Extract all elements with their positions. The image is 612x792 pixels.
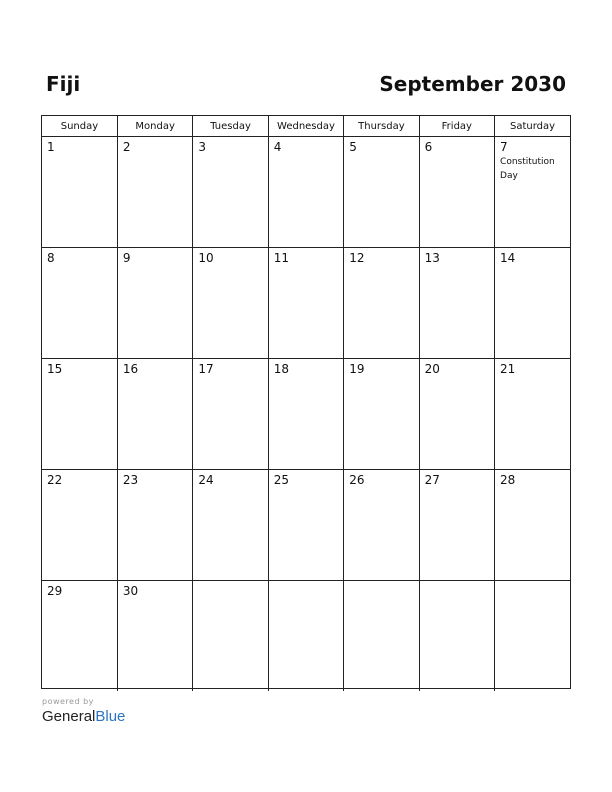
day-cell — [419, 248, 494, 359]
day-number: 18 — [273, 362, 290, 376]
country-title: Fiji — [46, 72, 81, 96]
day-cell — [495, 359, 570, 470]
day-cell — [495, 470, 570, 581]
logo-general-text: General — [42, 708, 96, 725]
day-number: 2 — [122, 140, 131, 154]
day-cell — [344, 359, 419, 470]
logo-blue-text: Blue — [95, 708, 126, 725]
day-cell — [268, 248, 343, 359]
holiday-label: Constitution Day — [500, 157, 555, 181]
day-cell — [268, 137, 343, 248]
day-number: 8 — [47, 251, 55, 265]
day-number: 16 — [122, 362, 139, 376]
day-cell — [117, 470, 192, 581]
weekday-header: Friday — [419, 116, 494, 137]
day-cell — [193, 137, 268, 248]
week-row — [42, 470, 570, 581]
day-cell — [42, 248, 117, 359]
day-number: 19 — [349, 362, 365, 376]
day-number: 21 — [500, 362, 516, 376]
week-row — [42, 581, 570, 692]
weekday-header: Tuesday — [193, 116, 268, 137]
day-number: 28 — [500, 473, 516, 487]
generalblue-logo[interactable] — [42, 708, 125, 725]
day-cell — [419, 470, 494, 581]
day-number: 11 — [273, 251, 290, 265]
day-number: 25 — [273, 473, 290, 487]
day-cell — [344, 581, 419, 692]
calendar-grid — [41, 115, 571, 689]
powered-by-text: powered by — [42, 697, 94, 706]
week-row — [42, 137, 570, 248]
month-year-title: September 2030 — [379, 72, 566, 96]
day-cell — [42, 581, 117, 692]
day-cell — [268, 359, 343, 470]
day-cell — [344, 248, 419, 359]
day-cell — [193, 470, 268, 581]
day-number: 23 — [122, 473, 139, 487]
day-cell — [268, 581, 343, 692]
day-number: 14 — [500, 251, 516, 265]
day-number: 1 — [47, 140, 55, 154]
day-cell — [419, 581, 494, 692]
day-cell — [117, 581, 192, 692]
day-number: 27 — [424, 473, 440, 487]
day-number: 17 — [198, 362, 214, 376]
day-number: 10 — [198, 251, 214, 265]
day-cell — [117, 248, 192, 359]
weekday-header-row — [42, 116, 570, 137]
day-number: 7 — [500, 140, 508, 154]
day-cell — [419, 359, 494, 470]
weekday-header: Sunday — [42, 116, 117, 137]
footer-branding — [42, 697, 125, 725]
weekday-header: Wednesday — [268, 116, 343, 137]
day-number: 13 — [424, 251, 440, 265]
day-cell — [42, 359, 117, 470]
day-cell — [495, 248, 570, 359]
day-cell — [42, 137, 117, 248]
day-number: 22 — [47, 473, 63, 487]
day-cell — [193, 581, 268, 692]
day-cell — [419, 137, 494, 248]
weekday-header: Monday — [117, 116, 192, 137]
day-number: 26 — [349, 473, 365, 487]
day-number: 30 — [122, 584, 139, 598]
day-cell — [117, 137, 192, 248]
day-number: 12 — [349, 251, 365, 265]
week-row — [42, 359, 570, 470]
day-number: 3 — [198, 140, 206, 154]
day-cell — [117, 359, 192, 470]
day-number: 24 — [198, 473, 214, 487]
day-number: 6 — [424, 140, 433, 154]
day-number: 4 — [273, 140, 282, 154]
week-row — [42, 248, 570, 359]
weekday-header: Thursday — [344, 116, 419, 137]
day-cell — [344, 470, 419, 581]
day-cell — [193, 248, 268, 359]
day-number: 20 — [424, 362, 440, 376]
day-cell — [268, 470, 343, 581]
day-number: 9 — [122, 251, 131, 265]
day-cell — [495, 137, 570, 248]
day-number: 15 — [47, 362, 63, 376]
day-cell — [495, 581, 570, 692]
day-number: 29 — [47, 584, 63, 598]
day-cell — [42, 470, 117, 581]
weekday-header: Saturday — [495, 116, 570, 137]
day-cell — [344, 137, 419, 248]
day-cell — [193, 359, 268, 470]
day-number: 5 — [349, 140, 357, 154]
